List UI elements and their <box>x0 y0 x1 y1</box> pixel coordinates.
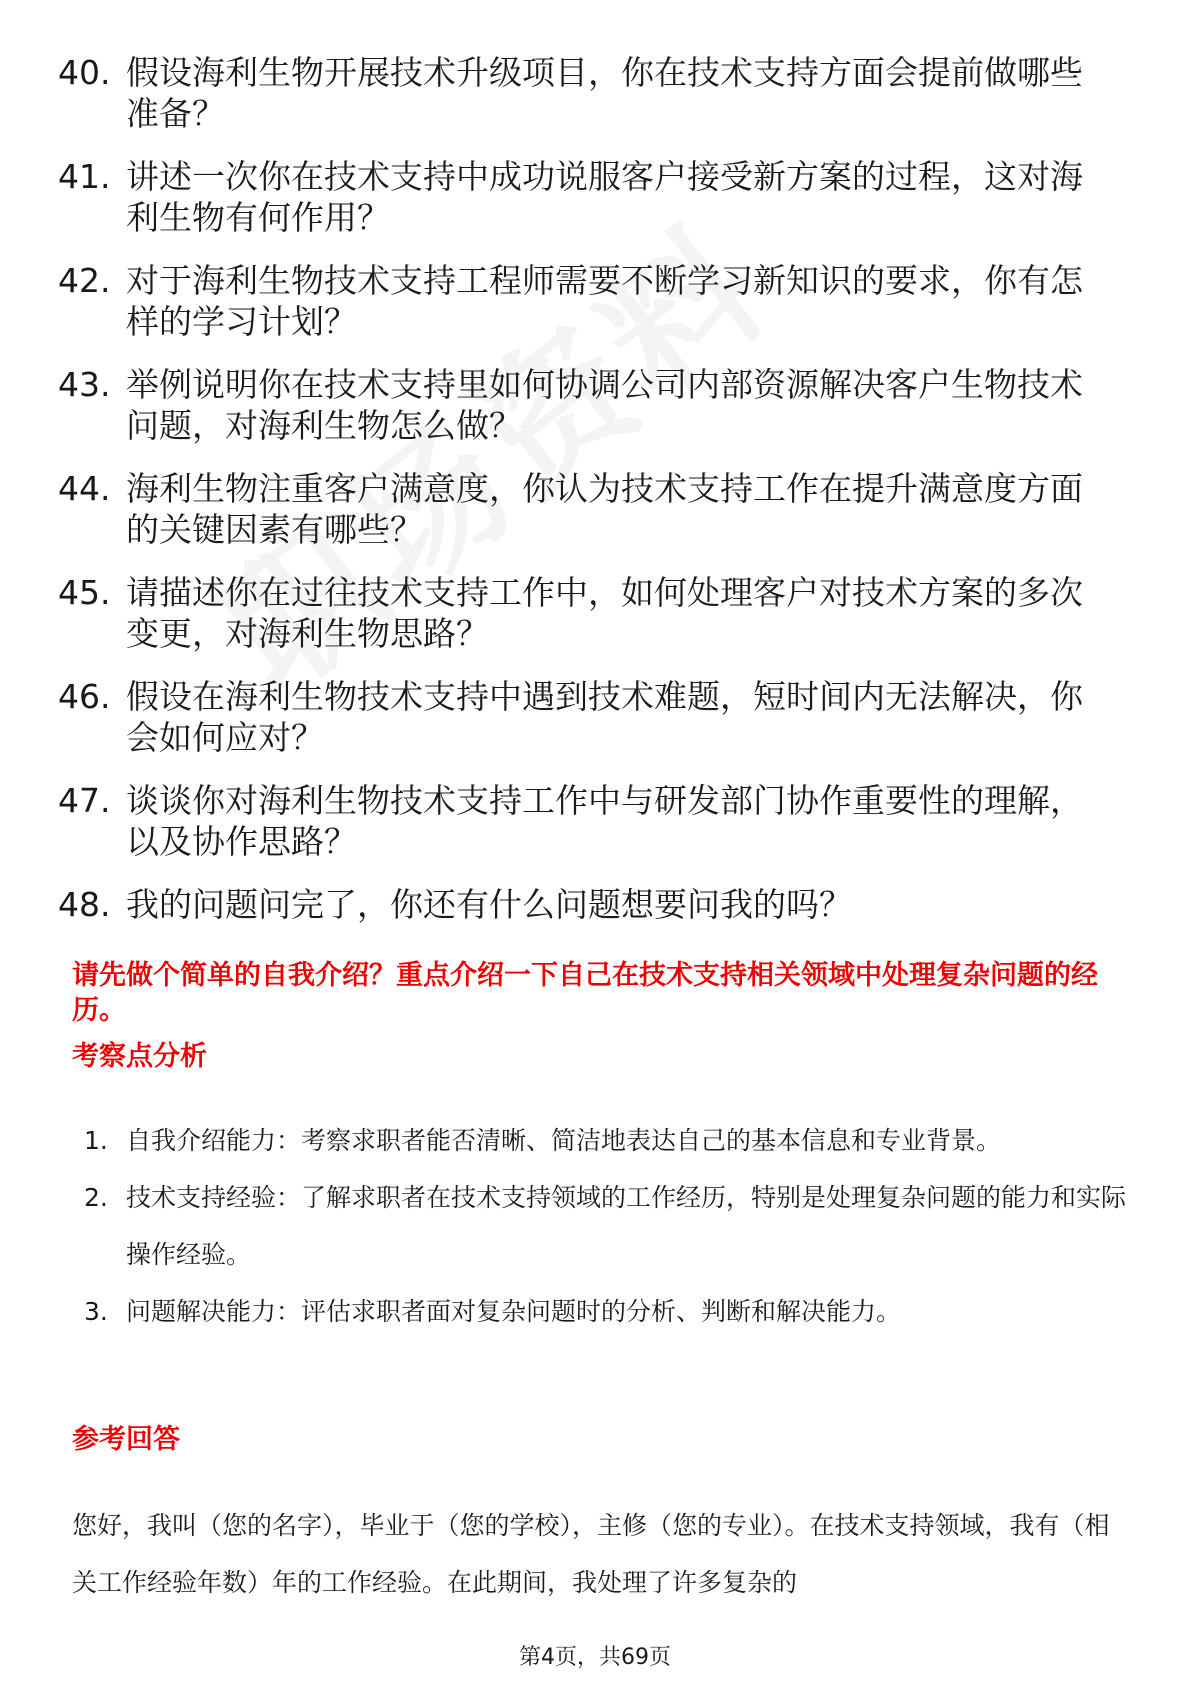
reference-answer-heading: 参考回答 <box>72 1424 180 1455</box>
question-text: 举例说明你在技术支持里如何协调公司内部资源解决客户生物技术问题，对海利生物怎么做？ <box>126 365 1083 445</box>
reference-answer-text: 您好，我叫（您的名字），毕业于（您的学校），主修（您的专业）。在技术支持领域，我有（相关工作经验年数）年的工作经验。在此期间，我处理了许多复杂的 <box>72 1511 1110 1597</box>
question-number: 48. <box>58 885 111 924</box>
question-text: 我的问题问完了，你还有什么问题想要问我的吗？ <box>126 885 852 924</box>
point-text: 自我介绍能力：考察求职者能否清晰、简洁地表达自己的基本信息和专业背景。 <box>126 1126 1002 1155</box>
analysis-heading: 考察点分析 <box>72 1041 207 1072</box>
question-text: 海利生物注重客户满意度，你认为技术支持工作在提升满意度方面的关键因素有哪些？ <box>126 469 1083 549</box>
question-text: 谈谈你对海利生物技术支持工作中与研发部门协作重要性的理解，以及协作思路？ <box>126 781 1083 861</box>
question-number: 40. <box>58 53 111 92</box>
question-number: 43. <box>58 365 111 404</box>
question-number: 46. <box>58 677 111 716</box>
point-number: 3. <box>84 1297 108 1326</box>
list-item <box>84 1169 1134 1283</box>
list-item <box>84 1283 1134 1340</box>
list-item <box>58 260 1118 342</box>
list-item <box>84 1112 1134 1169</box>
question-number: 41. <box>58 157 111 196</box>
question-number: 47. <box>58 781 111 820</box>
list-item <box>58 468 1118 550</box>
list-item <box>58 364 1118 446</box>
list-item <box>58 780 1118 862</box>
question-number: 45. <box>58 573 111 612</box>
list-item <box>58 676 1118 758</box>
question-number: 42. <box>58 261 111 300</box>
question-text: 请描述你在过往技术支持工作中，如何处理客户对技术方案的多次变更，对海利生物思路？ <box>126 573 1083 653</box>
question-list <box>58 52 1118 947</box>
page-footer: 第4页，共69页 <box>519 1645 671 1670</box>
featured-question-heading: 请先做个简单的自我介绍？重点介绍一下自己在技术支持相关领域中处理复杂问题的经历。 <box>72 960 1098 1026</box>
point-number: 1. <box>84 1126 108 1155</box>
question-text: 假设在海利生物技术支持中遇到技术难题，短时间内无法解决，你会如何应对？ <box>126 677 1083 757</box>
question-text: 讲述一次你在技术支持中成功说服客户接受新方案的过程，这对海利生物有何作用？ <box>126 157 1083 237</box>
question-number: 44. <box>58 469 111 508</box>
analysis-points <box>84 1112 1134 1340</box>
list-item <box>58 884 1118 925</box>
question-text: 假设海利生物开展技术升级项目，你在技术支持方面会提前做哪些准备？ <box>126 53 1083 133</box>
list-item <box>58 156 1118 238</box>
point-text: 问题解决能力：评估求职者面对复杂问题时的分析、判断和解决能力。 <box>126 1297 902 1326</box>
point-text: 技术支持经验：了解求职者在技术支持领域的工作经历，特别是处理复杂问题的能力和实际操作经验。 <box>126 1183 1127 1269</box>
point-number: 2. <box>84 1183 108 1212</box>
list-item <box>58 572 1118 654</box>
list-item <box>58 52 1118 134</box>
question-text: 对于海利生物技术支持工程师需要不断学习新知识的要求，你有怎样的学习计划？ <box>126 261 1083 341</box>
